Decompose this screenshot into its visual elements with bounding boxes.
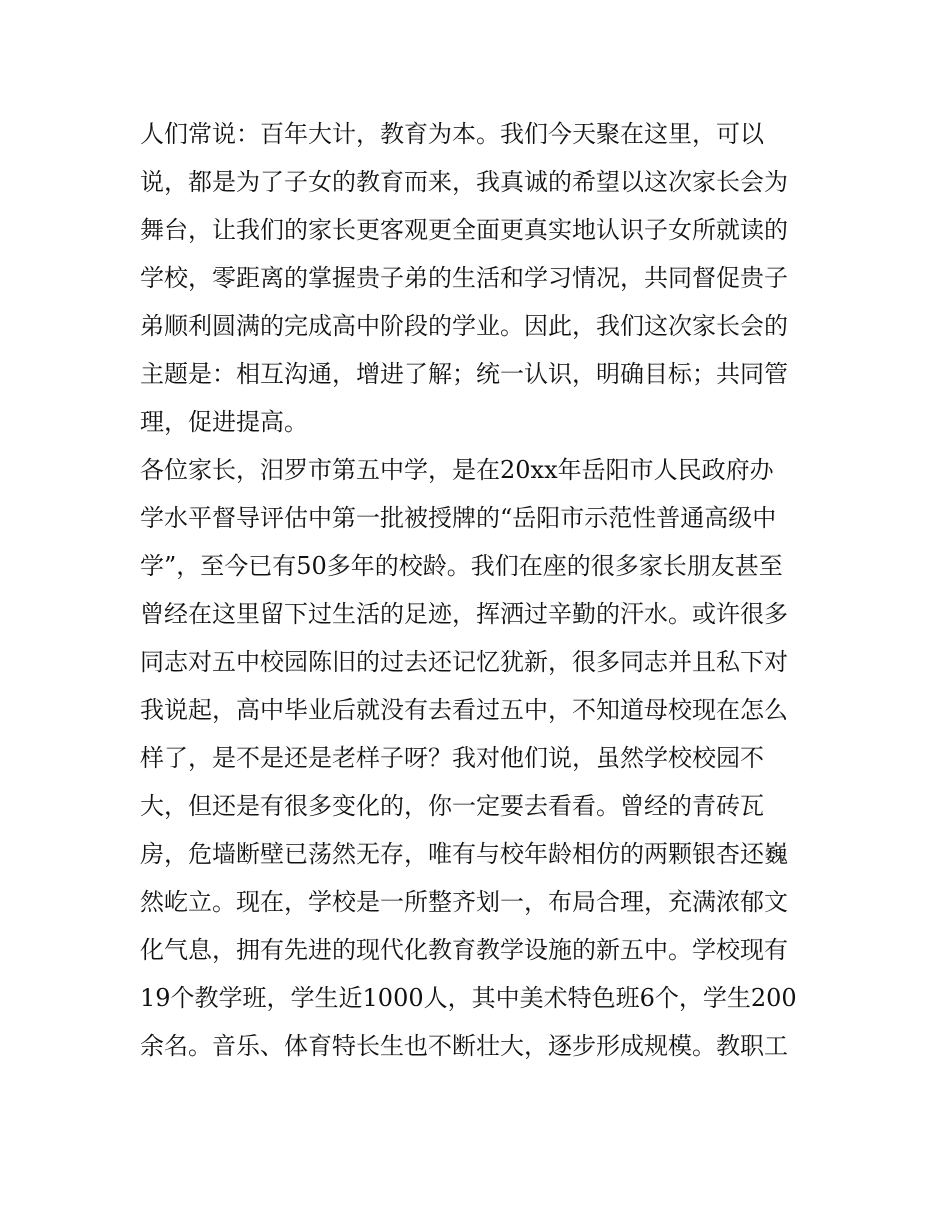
text-line: 主题是：相互沟通，增进了解；统一认识，明确目标；共同管: [140, 360, 788, 388]
text-line: 19个教学班，学生近1000人，其中美术特色班6个，学生200: [140, 984, 797, 1012]
text-line: 然屹立。现在，学校是一所整齐划一，布局合理，充满浓郁文: [140, 888, 788, 916]
text-line: 化气息，拥有先进的现代化教育教学设施的新五中。学校现有: [140, 936, 788, 964]
text-line: 样了，是不是还是老样子呀？我对他们说，虽然学校校园不: [140, 744, 764, 772]
text-line: 学校，零距离的掌握贵子弟的生活和学习情况，共同督促贵子: [140, 264, 788, 292]
text-line: 理，促进提高。: [140, 408, 308, 436]
text-line: 余名。音乐、体育特长生也不断壮大，逐步形成规模。教职工: [140, 1032, 788, 1060]
text-line: 同志对五中校园陈旧的过去还记忆犹新，很多同志并且私下对: [140, 648, 788, 676]
text-line: 说，都是为了子女的教育而来，我真诚的希望以这次家长会为: [140, 168, 788, 196]
text-line: 我说起，高中毕业后就没有去看过五中，不知道母校现在怎么: [140, 696, 788, 724]
body-text: [140, 110, 820, 1070]
text-line: 人们常说：百年大计，教育为本。我们今天聚在这里，可以: [140, 120, 764, 148]
text-line: 学”，至今已有50多年的校龄。我们在座的很多家长朋友甚至: [140, 552, 783, 580]
text-line: 各位家长，汨罗市第五中学，是在20xx年岳阳市人民政府办: [140, 456, 774, 484]
text-line: 大，但还是有很多变化的，你一定要去看看。曾经的青砖瓦: [140, 792, 764, 820]
text-line: 舞台，让我们的家长更客观更全面更真实地认识子女所就读的: [140, 216, 788, 244]
text-line: 学水平督导评估中第一批被授牌的“岳阳市示范性普通高级中: [140, 504, 777, 532]
text-line: 弟顺利圆满的完成高中阶段的学业。因此，我们这次家长会的: [140, 312, 788, 340]
text-line: 曾经在这里留下过生活的足迹，挥洒过辛勤的汗水。或许很多: [140, 600, 788, 628]
text-line: 房，危墙断壁已荡然无存，唯有与校年龄相仿的两颗银杏还巍: [140, 840, 788, 868]
